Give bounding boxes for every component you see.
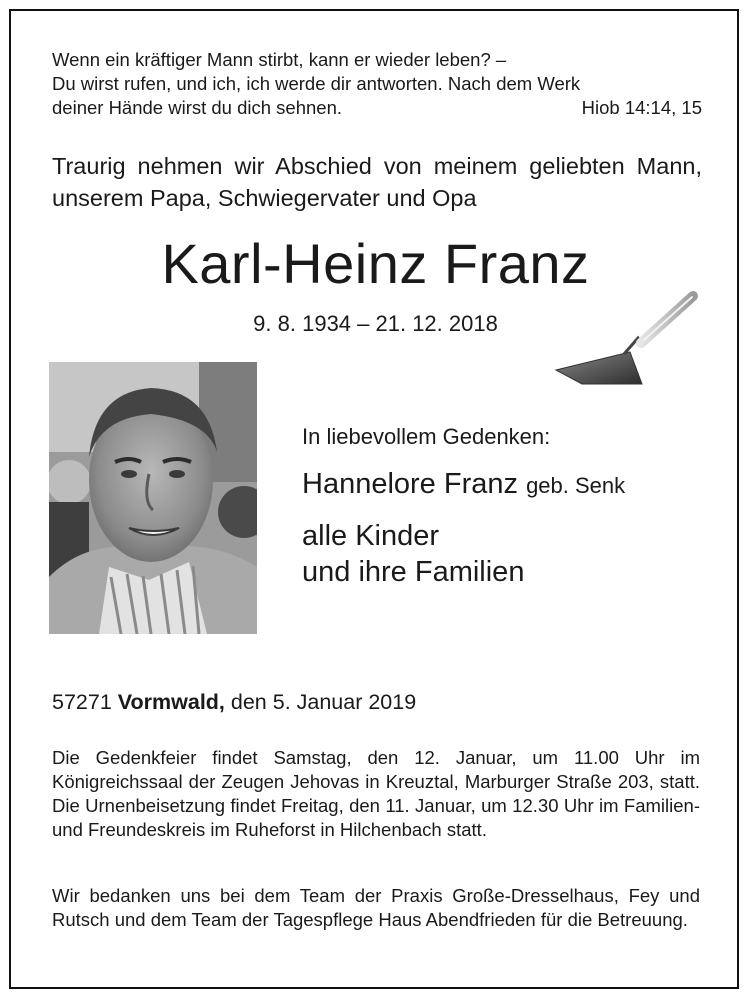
thanks-paragraph: Wir bedanken uns bei dem Team der Praxis Große-Dresselhaus, Fey und Rutsch und dem Team der Tagespflege Haus Abendfrieden für die Betreuung. xyxy=(52,885,700,930)
town: Vormwald, xyxy=(117,690,225,714)
deceased-name: Karl-Heinz Franz xyxy=(161,232,590,295)
postcode: 57271 xyxy=(52,690,112,714)
maiden-name: geb. Senk xyxy=(526,473,626,498)
verse-line-3: deiner Hände wirst du dich sehnen. xyxy=(52,97,343,118)
bible-verse xyxy=(52,48,702,120)
mourners-intro: In liebevollem Gedenken: xyxy=(302,424,551,449)
life-dates: 9. 8. 1934 – 21. 12. 2018 xyxy=(253,311,498,336)
notice-date: den 5. Januar 2019 xyxy=(230,690,417,714)
ceremony-paragraph: Die Gedenkfeier findet Samstag, den 12. Januar, um 11.00 Uhr im Königreichssaal der Zeugen Jehovas in Kreuztal, Marburger Straße 203, statt. Die Urnenbeisetzung findet Freitag, den 11. Januar, um 12.30 Uhr im Familien- und Freundeskreis im Ruheforst in Hilchenbach statt. xyxy=(52,747,700,840)
verse-line-1: Wenn ein kräftiger Mann stirbt, kann er wieder leben? – xyxy=(52,49,507,70)
widow-name-line xyxy=(302,466,625,504)
family-lines xyxy=(302,518,524,590)
portrait-photo xyxy=(49,362,257,634)
widow-name: Hannelore Franz xyxy=(302,468,518,500)
place-and-date xyxy=(52,688,416,716)
verse-reference: Hiob 14:14, 15 xyxy=(581,97,702,118)
family-line-1: alle Kinder xyxy=(302,520,440,552)
trowel-icon xyxy=(552,280,702,385)
farewell-intro: Traurig nehmen wir Abschied von meinem geliebten Mann, unserem Papa, Schwiegervater und Opa xyxy=(52,153,702,211)
verse-line-2: Du wirst rufen, und ich, ich werde dir antworten. Nach dem Werk xyxy=(52,73,581,94)
family-line-2: und ihre Familien xyxy=(302,556,525,588)
